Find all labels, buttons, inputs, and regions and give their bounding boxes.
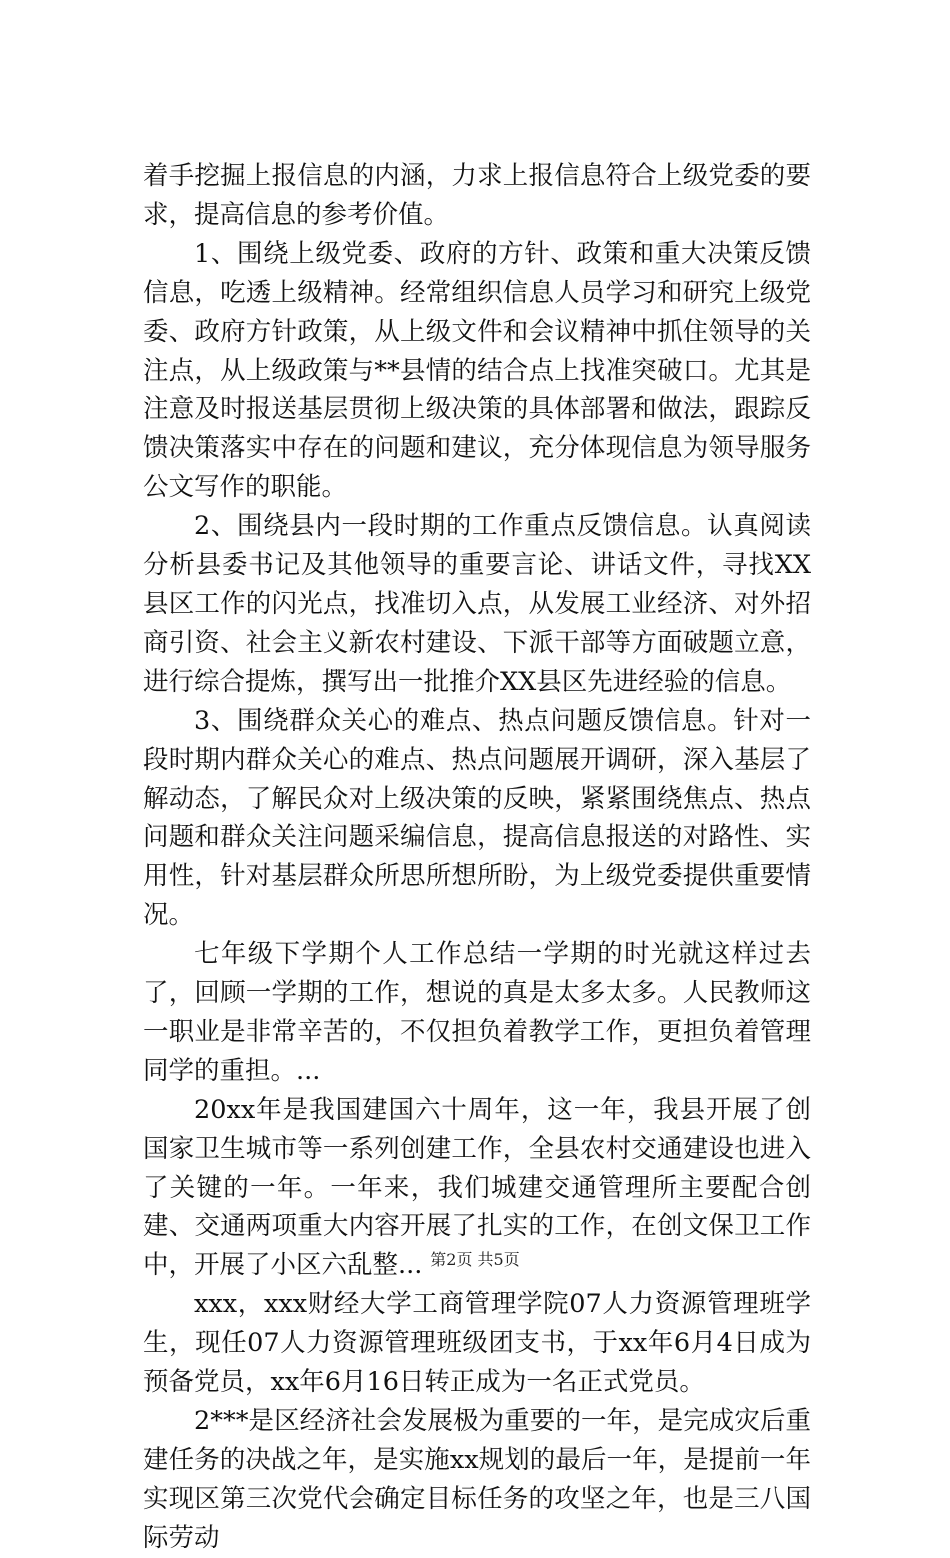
paragraph-item-3: 3、围绕群众关心的难点、热点问题反馈信息。针对一段时期内群众关心的难点、热点问题展开调研，深入基层了解动态，了解民众对上级决策的反映，紧紧围绕焦点、热点问题和群众关注问题采编信息，提高信息报送的对路性、实用性，针对基层群众所思所想所盼，为上级党委提供重要情况。 bbox=[143, 705, 811, 931]
paragraph-profile: xxx，xxx财经大学工商管理学院07人力资源管理班学生，现任07人力资源管理班级团支书，于xx年6月4日成为预备党员，xx年6月16日转正成为一名正式党员。 bbox=[143, 1289, 811, 1398]
paragraph-summary-excerpt: 七年级下学期个人工作总结一学期的时光就这样过去了，回顾一学期的工作，想说的真是太多太多。人民教师这一职业是非常辛苦的，不仅担负着教学工作，更担负着管理同学的重担。... bbox=[143, 939, 811, 1086]
paragraph-continuation: 着手挖掘上报信息的内涵，力求上报信息符合上级党委的要求，提高信息的参考价值。 bbox=[143, 161, 811, 230]
paragraph-report-excerpt: 20xx年是我国建国六十周年，这一年，我县开展了创国家卫生城市等一系列创建工作，全县农村交通建设也进入了关键的一年。一年来，我们城建交通管理所主要配合创建、交通两项重大内容开展了扎实的工作，在创文保卫工作中，开展了小区六乱整... bbox=[143, 1094, 811, 1281]
paragraph-item-2: 2、围绕县内一段时期的工作重点反馈信息。认真阅读分析县委书记及其他领导的重要言论、讲话文件，寻找XX县区工作的闪光点，找准切入点，从发展工业经济、对外招商引资、社会主义新农村建设、下派干部等方面破题立意，进行综合提炼，撰写出一批推介XX县区先进经验的信息。 bbox=[143, 511, 811, 697]
paragraph-item-1: 1、围绕上级党委、政府的方针、政策和重大决策反馈信息，吃透上级精神。经常组织信息人员学习和研究上级党委、政府方针政策，从上级文件和会议精神中抓住领导的关注点，从上级政策与**县情的结合点上找准突破口。尤其是注意及时报送基层贯彻上级决策的具体部署和做法，跟踪反馈决策落实中存在的问题和建议，充分体现信息为领导服务公文写作的职能。 bbox=[143, 238, 811, 503]
page-number-footer: 第2页 共5页 bbox=[430, 1250, 520, 1269]
paragraph-plan-excerpt: 2***是区经济社会发展极为重要的一年，是完成灾后重建任务的决战之年，是实施xx规划的最后一年，是提前一年实现区第三次党代会确定目标任务的攻坚之年，也是三八国际劳动 bbox=[143, 1406, 811, 1553]
document-body bbox=[143, 157, 811, 1558]
